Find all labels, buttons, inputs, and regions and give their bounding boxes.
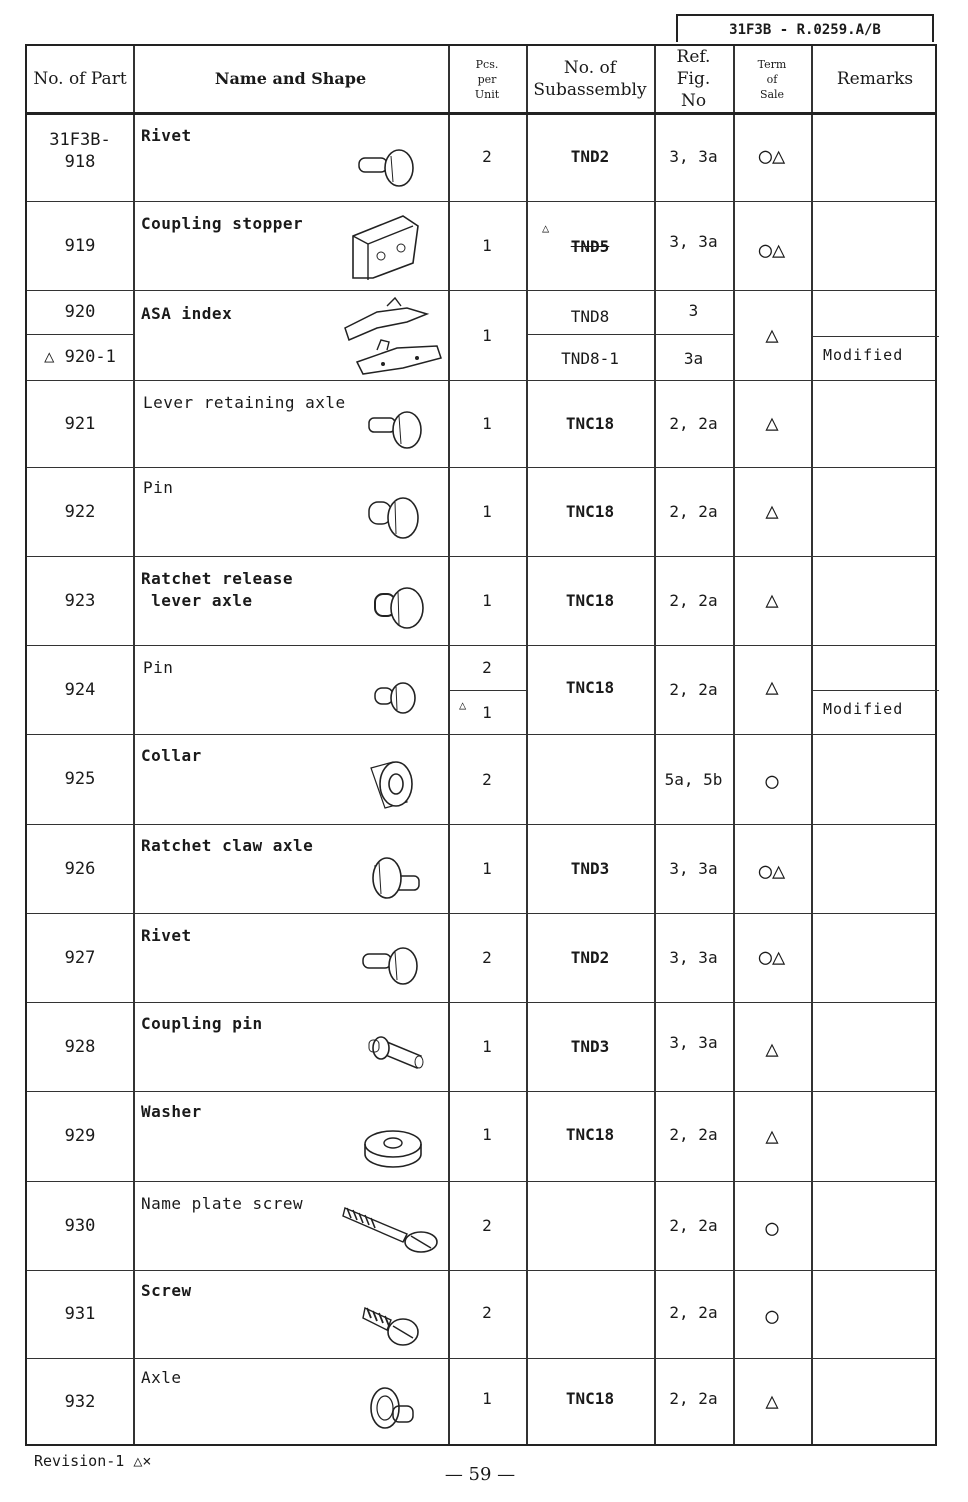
revision-note: Revision-1 △× bbox=[34, 1452, 152, 1470]
pcs-per-unit: 1 bbox=[482, 1388, 492, 1408]
rivet-icon bbox=[361, 942, 421, 996]
part-number: △ 920-1 bbox=[44, 347, 116, 367]
part-name: Lever retaining axle bbox=[143, 393, 346, 412]
term-of-sale: ○△ bbox=[758, 238, 786, 263]
asa-index-icon bbox=[337, 292, 447, 382]
pcs-per-unit: 2 bbox=[482, 147, 492, 166]
pcs-per-unit: 1 bbox=[482, 591, 492, 610]
remarks: Modified bbox=[823, 346, 904, 364]
subassembly: TND2 bbox=[570, 948, 610, 967]
header-term: Term of Sale bbox=[757, 57, 787, 101]
ref-fig: 2, 2a bbox=[669, 591, 718, 610]
part-name: Axle bbox=[141, 1368, 182, 1387]
pcs-per-unit: 2 bbox=[482, 769, 492, 789]
subassembly: TND5 bbox=[570, 236, 610, 256]
part-name: Ratchet release lever axle bbox=[141, 569, 293, 610]
part-number: 932 bbox=[64, 1392, 96, 1412]
subassembly bbox=[526, 1270, 654, 1358]
pcs-per-unit: 1 bbox=[482, 502, 492, 521]
pcs-per-unit: 1 bbox=[482, 1124, 492, 1144]
term-of-sale: ○ bbox=[765, 1215, 779, 1241]
header-subassembly: No. of Subassembly bbox=[533, 58, 647, 100]
term-of-sale: ○ bbox=[765, 768, 779, 794]
pcs-per-unit: 1 bbox=[482, 325, 492, 345]
page-number: — 59 — bbox=[444, 1464, 516, 1485]
ref-fig: 2, 2a bbox=[669, 502, 718, 521]
term-of-sale: ○△ bbox=[758, 945, 786, 970]
remarks: Modified bbox=[823, 700, 904, 718]
header-ref: Ref. Fig. No bbox=[676, 47, 711, 111]
screw-icon bbox=[361, 1302, 421, 1356]
part-name: Coupling pin bbox=[141, 1014, 263, 1033]
pcs-per-unit: 2 bbox=[482, 658, 492, 677]
term-of-sale: △ bbox=[765, 675, 779, 700]
pin-icon bbox=[365, 492, 425, 548]
header-name: Name and Shape bbox=[214, 69, 367, 88]
subassembly: TNC18 bbox=[565, 414, 615, 433]
part-number: 926 bbox=[64, 858, 96, 879]
term-of-sale: ○ bbox=[765, 1303, 779, 1329]
coupling-stopper-icon bbox=[343, 208, 423, 292]
part-number: 930 bbox=[64, 1215, 96, 1236]
document-reference: 31F3B - R.0259.A/B bbox=[676, 14, 934, 42]
part-number: 927 bbox=[64, 947, 96, 968]
axle-icon bbox=[371, 582, 431, 638]
long-screw-icon bbox=[341, 1198, 441, 1262]
ref-fig: 2, 2a bbox=[669, 1124, 718, 1144]
part-number: 921 bbox=[64, 413, 96, 434]
ref-fig: 2, 2a bbox=[669, 1216, 718, 1235]
parts-table bbox=[25, 44, 937, 1446]
part-number: 31F3B- 918 bbox=[49, 130, 111, 172]
part-name: ASA index bbox=[141, 304, 233, 323]
part-number: 928 bbox=[64, 1036, 96, 1057]
subassembly: TND8-1 bbox=[561, 348, 619, 368]
part-number: 920 bbox=[64, 302, 96, 322]
part-number: 924 bbox=[64, 679, 96, 700]
ref-fig: 3 bbox=[688, 300, 699, 320]
ref-fig: 2, 2a bbox=[669, 1302, 718, 1322]
part-number: 919 bbox=[64, 235, 96, 256]
header-remarks: Remarks bbox=[836, 69, 914, 89]
term-of-sale: △ bbox=[765, 499, 779, 524]
subassembly: TND3 bbox=[570, 859, 610, 878]
pin-icon bbox=[373, 678, 423, 722]
ref-fig: 2, 2a bbox=[669, 1388, 718, 1408]
term-of-sale: △ bbox=[765, 1037, 779, 1062]
claw-axle-icon bbox=[369, 846, 429, 906]
pcs-per-unit: 2 bbox=[482, 1216, 492, 1235]
term-of-sale: ○△ bbox=[758, 144, 786, 169]
subassembly: TNC18 bbox=[565, 678, 615, 697]
part-name: Collar bbox=[141, 746, 202, 765]
ref-fig: 3, 3a bbox=[669, 231, 718, 251]
subassembly: TNC18 bbox=[565, 502, 615, 521]
subassembly: TNC18 bbox=[565, 1124, 615, 1144]
pcs-per-unit: 1 bbox=[482, 236, 492, 255]
subassembly: TNC18 bbox=[565, 1388, 615, 1408]
subassembly bbox=[526, 1181, 654, 1270]
term-of-sale: △ bbox=[765, 1388, 779, 1414]
ref-fig: 3, 3a bbox=[669, 948, 718, 967]
part-name: Name plate screw bbox=[141, 1194, 304, 1213]
collar-icon bbox=[361, 758, 421, 814]
rivet-icon bbox=[357, 144, 417, 198]
ref-fig: 2, 2a bbox=[669, 414, 718, 433]
revision-mark: △ bbox=[542, 221, 550, 235]
part-number: 922 bbox=[64, 501, 96, 522]
part-name: Screw bbox=[141, 1281, 192, 1300]
axle-icon bbox=[367, 406, 427, 460]
header-pcs: Pcs. per Unit bbox=[474, 57, 500, 101]
ref-fig: 3, 3a bbox=[669, 147, 718, 166]
ref-fig: 2, 2a bbox=[669, 680, 718, 699]
part-number: 923 bbox=[64, 590, 96, 611]
subassembly bbox=[526, 734, 654, 824]
axle-icon bbox=[367, 1382, 419, 1440]
term-of-sale: △ bbox=[765, 588, 779, 613]
ref-fig: 5a, 5b bbox=[664, 769, 723, 789]
part-name: Washer bbox=[141, 1102, 202, 1121]
pcs-per-unit: 2 bbox=[482, 1302, 492, 1322]
washer-icon bbox=[361, 1126, 425, 1176]
ref-fig: 3a bbox=[683, 348, 704, 368]
part-name: Coupling stopper bbox=[141, 214, 304, 233]
part-name: Rivet bbox=[141, 926, 192, 945]
pcs-per-unit: 1 bbox=[482, 1037, 492, 1056]
term-of-sale: ○△ bbox=[758, 858, 786, 884]
subassembly: TND2 bbox=[570, 147, 610, 166]
term-of-sale: △ bbox=[765, 322, 779, 348]
subassembly: TND3 bbox=[570, 1037, 610, 1056]
pcs-per-unit: 1 bbox=[482, 859, 492, 878]
part-name: Pin bbox=[143, 478, 174, 497]
coupling-pin-icon bbox=[367, 1032, 427, 1080]
header-part: No. of Part bbox=[33, 69, 127, 89]
revision-mark: △ bbox=[459, 698, 467, 712]
term-of-sale: △ bbox=[765, 411, 779, 436]
part-number: 931 bbox=[64, 1304, 96, 1324]
pcs-per-unit: 1 bbox=[482, 414, 492, 433]
part-name: Rivet bbox=[141, 126, 192, 145]
ref-fig: 3, 3a bbox=[669, 1032, 718, 1052]
ref-fig: 3, 3a bbox=[669, 859, 718, 878]
subassembly: TNC18 bbox=[565, 591, 615, 610]
subassembly: TND8 bbox=[570, 306, 610, 326]
term-of-sale: △ bbox=[765, 1123, 779, 1149]
pcs-per-unit: 2 bbox=[482, 948, 492, 967]
part-number: 929 bbox=[64, 1126, 96, 1146]
part-name: Pin bbox=[143, 658, 174, 677]
part-name: Ratchet claw axle bbox=[141, 836, 314, 855]
part-number: 925 bbox=[64, 769, 96, 789]
pcs-per-unit-modified: 1 bbox=[482, 702, 492, 722]
